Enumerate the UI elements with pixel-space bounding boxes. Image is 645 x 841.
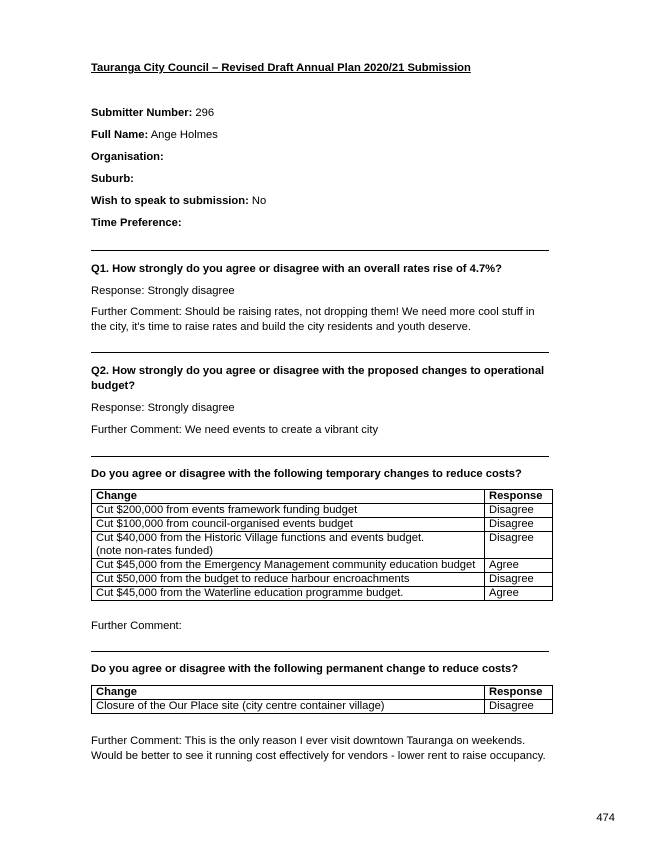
q2-question: Q2. How strongly do you agree or disagree with the proposed changes to operational budget? (91, 365, 545, 392)
table-header-row (92, 490, 553, 504)
table-row (92, 504, 553, 518)
suburb: Suburb: (91, 173, 134, 185)
change-cell: Cut $40,000 from the Historic Village functions and events budget. (note non-rates funded) (92, 532, 485, 559)
temp-comment: Further Comment: (91, 620, 182, 632)
divider (91, 250, 549, 251)
col-change-header: Change (92, 686, 485, 700)
response-cell: Disagree (485, 573, 553, 587)
table-row (92, 700, 553, 714)
change-cell: Cut $200,000 from events framework funding budget (92, 504, 485, 518)
perm-changes-table (91, 685, 553, 714)
response-cell: Agree (485, 559, 553, 573)
table-row (92, 573, 553, 587)
document-title: Tauranga City Council – Revised Draft Annual Plan 2020/21 Submission (91, 62, 471, 74)
temp-changes-table (91, 489, 553, 601)
q1-comment: Further Comment: Should be raising rates, not dropping them! We need more cool stuff in the city, it's time to raise rates and build the city residents and youth deserve. (91, 306, 535, 333)
col-response-header: Response (485, 490, 553, 504)
full-name: Full Name: Ange Holmes (91, 129, 218, 141)
response-cell: Agree (485, 587, 553, 601)
q2-response: Response: Strongly disagree (91, 402, 235, 414)
col-response-header: Response (485, 686, 553, 700)
response-cell: Disagree (485, 532, 553, 559)
temp-question: Do you agree or disagree with the following temporary changes to reduce costs? (91, 468, 522, 480)
change-cell: Closure of the Our Place site (city centre container village) (92, 700, 485, 714)
response-cell: Disagree (485, 518, 553, 532)
change-cell: Cut $45,000 from the Waterline education programme budget. (92, 587, 485, 601)
q1-response: Response: Strongly disagree (91, 285, 235, 297)
change-cell: Cut $50,000 from the budget to reduce harbour encroachments (92, 573, 485, 587)
col-change-header: Change (92, 490, 485, 504)
table-header-row (92, 686, 553, 700)
change-cell: Cut $45,000 from the Emergency Management community education budget (92, 559, 485, 573)
table-row (92, 518, 553, 532)
divider (91, 352, 549, 353)
divider (91, 456, 549, 457)
table-row (92, 559, 553, 573)
response-cell: Disagree (485, 700, 553, 714)
table-row (92, 532, 553, 559)
response-cell: Disagree (485, 504, 553, 518)
table-row (92, 587, 553, 601)
q2-comment: Further Comment: We need events to create a vibrant city (91, 424, 379, 436)
change-cell: Cut $100,000 from council-organised events budget (92, 518, 485, 532)
organisation: Organisation: (91, 151, 164, 163)
perm-comment: Further Comment: This is the only reason I ever visit downtown Tauranga on weekends. Would be better to see it running cost effectively for vendors - lower rent to raise occupancy. (91, 735, 546, 762)
page-number: 474 (596, 812, 615, 824)
time-preference: Time Preference: (91, 217, 182, 229)
perm-question: Do you agree or disagree with the following permanent change to reduce costs? (91, 663, 519, 675)
wish-to-speak: Wish to speak to submission: No (91, 195, 267, 207)
submitter-number: Submitter Number: 296 (91, 107, 215, 119)
divider (91, 651, 549, 652)
q1-question: Q1. How strongly do you agree or disagree with an overall rates rise of 4.7%? (91, 263, 502, 275)
